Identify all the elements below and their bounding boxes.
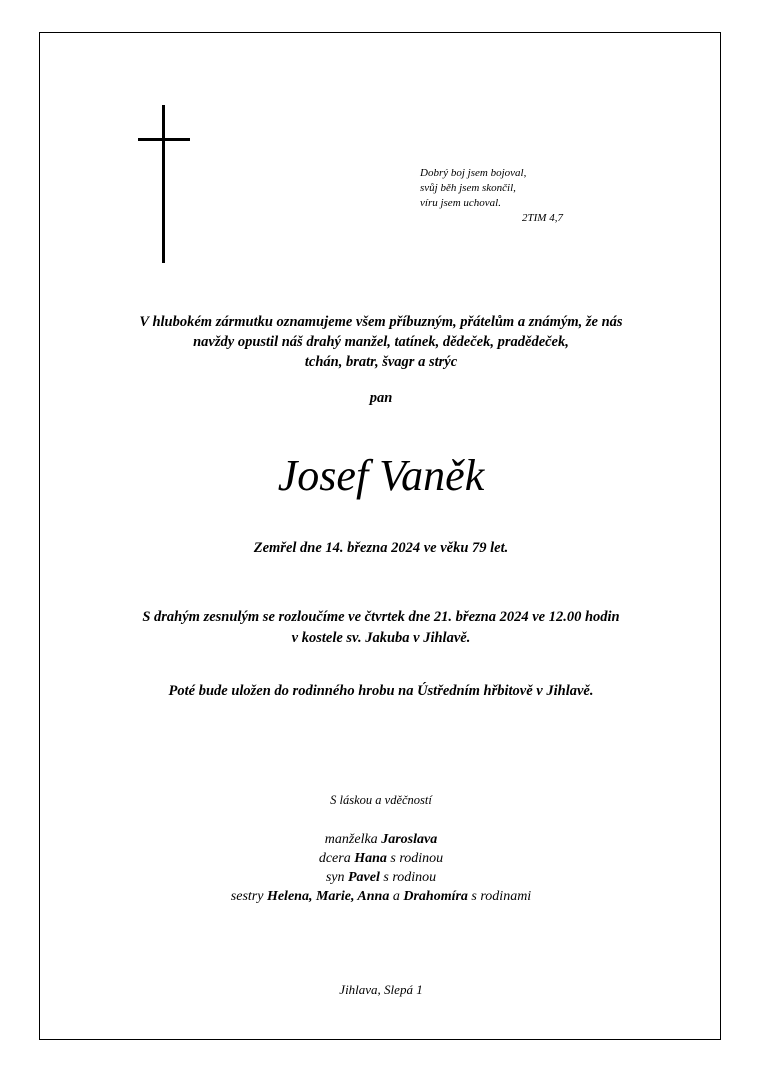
mourner-sisters-and: a bbox=[389, 889, 404, 904]
closing-phrase: S láskou a vděčností bbox=[330, 793, 432, 807]
death-notice: Zemřel dne 14. března 2024 ve věku 79 let. bbox=[253, 540, 509, 556]
mourner-daughter-suffix: s rodinou bbox=[386, 851, 444, 866]
address: Jihlava, Slepá 1 bbox=[339, 982, 423, 997]
mourner-sisters-last: Drahomíra bbox=[403, 889, 468, 904]
verse-reference: 2TIM 4,7 bbox=[522, 212, 563, 224]
mourner-wife-name: Jaroslava bbox=[381, 832, 438, 847]
announcement-line-1: V hlubokém zármutku oznamujeme všem příbuzným, přátelům a známým, že nás bbox=[139, 314, 623, 330]
mourner-wife bbox=[40, 830, 722, 849]
mourner-son bbox=[40, 868, 722, 887]
cross-vertical-bar bbox=[162, 105, 165, 263]
mourner-son-suffix: s rodinou bbox=[379, 870, 437, 885]
mourner-sisters-label: sestry bbox=[230, 889, 267, 904]
honorific: pan bbox=[369, 390, 393, 406]
announcement-line-3: tchán, bratr, švagr a strýc bbox=[304, 354, 458, 370]
mourner-daughter bbox=[40, 849, 722, 868]
burial-info: Poté bude uložen do rodinného hrobu na Ústředním hřbitově v Jihlavě. bbox=[168, 683, 594, 699]
cross-horizontal-bar bbox=[138, 138, 190, 141]
mourner-wife-label: manželka bbox=[324, 832, 382, 847]
mourner-sisters-suffix: s rodinami bbox=[467, 889, 532, 904]
verse-line-3: víru jsem uchoval. bbox=[420, 197, 501, 209]
mourner-daughter-label: dcera bbox=[318, 851, 355, 866]
mourners-list bbox=[40, 830, 722, 906]
verse-line-1: Dobrý boj jsem bojoval, bbox=[420, 167, 527, 179]
announcement-line-2: navždy opustil náš drahý manžel, tatínek, dědeček, pradědeček, bbox=[193, 334, 569, 350]
bible-verse bbox=[420, 166, 563, 226]
mourner-sisters-names: Helena, Marie, Anna bbox=[266, 889, 390, 904]
funeral-line-1: S drahým zesnulým se rozloučíme ve čtvrtek dne 21. března 2024 ve 12.00 hodin bbox=[142, 609, 620, 625]
funeral-line-2: v kostele sv. Jakuba v Jihlavě. bbox=[291, 630, 471, 646]
mourner-sisters bbox=[40, 887, 722, 906]
announcement-text bbox=[40, 312, 722, 372]
verse-line-2: svůj běh jsem skončil, bbox=[420, 182, 516, 194]
mourner-son-name: Pavel bbox=[348, 870, 380, 885]
mourner-daughter-name: Hana bbox=[354, 851, 387, 866]
mourner-son-label: syn bbox=[325, 870, 348, 885]
funeral-info bbox=[40, 607, 722, 649]
deceased-name: Josef Vaněk bbox=[277, 451, 485, 500]
